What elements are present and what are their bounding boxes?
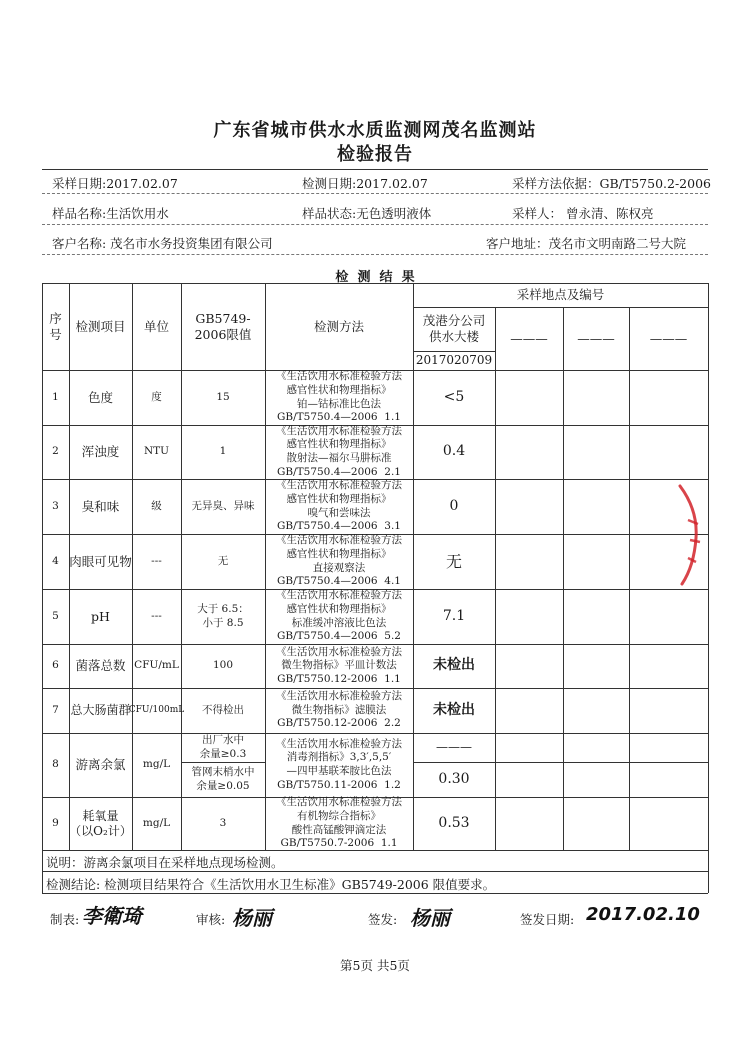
reviewed-by-signature: 杨丽 [232, 906, 272, 930]
row-item: 浑浊度 [81, 444, 120, 460]
col-limit-header: GB5749-2006限值 [194, 310, 252, 342]
row-unit: 级 [151, 499, 162, 512]
row-index: 2 [52, 445, 59, 458]
row-method: 《生活饮用水标准检验方法 感官性状和物理指标》 标准缓冲溶液比色法 GB/T5750.4—2006 5.2 [276, 589, 402, 643]
row-unit: 度 [151, 390, 162, 403]
seal-stamp-icon [676, 480, 706, 590]
row-unit: mg/L [142, 758, 171, 771]
header-rule-1 [42, 193, 708, 194]
row-result: 0.4 [442, 443, 466, 460]
row-limit: 无异臭、异味 [191, 499, 255, 512]
report-title: 检验报告 [337, 144, 413, 165]
row-index: 4 [52, 554, 59, 567]
row-limit-network: 管网末梢水中 余量≥0.05 [191, 765, 255, 792]
report-org-title: 广东省城市供水水质监测网茂名监测站 [213, 120, 537, 141]
row-item: 耗氧量 （以O₂计） [69, 808, 132, 838]
row-item: 游离余氯 [75, 757, 126, 773]
prepared-by-signature: 李衛琦 [82, 904, 142, 928]
site-empty-3: ——— [649, 330, 688, 346]
col-method-header: 检测方法 [313, 318, 364, 334]
row-result: 0 [449, 497, 459, 514]
row-result: 未检出 [433, 657, 475, 674]
row-result-factory: ——— [436, 740, 472, 754]
row-limit: 无 [217, 554, 229, 567]
row-method: 《生活饮用水标准检验方法 感官性状和物理指标》 铂—钴标准比色法 GB/T5750.4—2006 1.1 [276, 370, 402, 424]
site-empty-1: ——— [510, 330, 548, 346]
row-limit: 3 [219, 816, 227, 829]
row-index: 8 [52, 758, 59, 771]
sampler: 采样人： 曾永清、陈权亮 [512, 206, 654, 221]
header-rule-top [42, 169, 708, 170]
row-method: 《生活饮用水标准检验方法 感官性状和物理指标》 散射法—福尔马肼标准 GB/T5750.4—2006 2.1 [276, 424, 402, 478]
sample-state: 样品状态:无色透明液体 [302, 206, 432, 221]
row-result: 7.1 [442, 607, 466, 624]
row-limit: 1 [219, 445, 227, 458]
col-item-header: 检测项目 [75, 318, 126, 334]
sampling-method: 采样方法依据：GB/T5750.2-2006 [512, 176, 711, 191]
row-unit: CFU/100mL [128, 704, 185, 715]
row-result: 无 [445, 551, 462, 571]
row-item: 菌落总数 [75, 658, 126, 674]
row-limit: 不得检出 [202, 703, 244, 716]
row-item: 肉眼可见物 [69, 553, 132, 569]
row-unit: --- [151, 554, 162, 567]
row-method: 《生活饮用水标准检验方法 感官性状和物理指标》 直接观察法 GB/T5750.4—2006 4.1 [276, 534, 402, 588]
client-name: 客户名称: 茂名市水务投资集团有限公司 [52, 236, 273, 251]
row-limit: 100 [212, 659, 234, 672]
row-item: 总大肠菌群 [70, 703, 131, 717]
col-index-header: 序号 [49, 310, 62, 342]
row-unit: CFU/mL [134, 659, 179, 672]
row-limit: 15 [216, 390, 230, 403]
row-index: 1 [52, 390, 59, 403]
issue-date-label: 签发日期: [520, 912, 575, 927]
row-method: 《生活饮用水标准检验方法 消毒剂指标》3,3′,5,5′ —四甲基联苯胺比色法 GB/T5750.11-2006 1.2 [276, 737, 402, 791]
row-index: 6 [52, 659, 59, 672]
row-limit-factory: 出厂水中 余量≥0.3 [199, 733, 247, 760]
client-address: 客户地址：茂名市文明南路二号大院 [486, 236, 687, 251]
test-date: 检测日期:2017.02.07 [302, 176, 428, 191]
header-rule-3 [42, 254, 708, 255]
row-method: 《生活饮用水标准检验方法 有机物综合指标》 酸性高锰酸钾滴定法 GB/T5750.7-2006 1.1 [276, 796, 402, 850]
row-result: 0.53 [438, 814, 470, 831]
row-index: 7 [52, 703, 59, 716]
page-number: 第5页 共5页 [340, 958, 410, 973]
row-result: <5 [443, 388, 465, 405]
test-conclusion: 检测结论: 检测项目结果符合《生活饮用水卫生标准》GB5749-2006 限值要求。 [46, 877, 496, 892]
table-caption: 检 测 结 果 [335, 270, 415, 285]
row-unit: NTU [143, 445, 170, 458]
row-unit: --- [151, 609, 162, 622]
row-limit: 大于 6.5： 小于 8.5 [197, 602, 249, 629]
sample-name: 样品名称:生活饮用水 [52, 206, 169, 221]
row-unit: mg/L [142, 816, 171, 829]
row-method: 《生活饮用水标准检验方法 感官性状和物理指标》 嗅气和尝味法 GB/T5750.4—2006 3.1 [276, 479, 402, 533]
row-item: pH [91, 608, 110, 624]
approved-by-label: 签发: [368, 912, 398, 927]
site-empty-2: ——— [577, 330, 615, 346]
site-code: 2017020709 [415, 353, 493, 367]
issue-date-value: 2017.02.10 [586, 904, 700, 925]
row-index: 3 [52, 499, 59, 512]
row-method: 《生活饮用水标准检验方法 微生物指标》滤膜法 GB/T5750.12-2006 2.2 [276, 690, 402, 730]
sampling-date: 采样日期:2017.02.07 [52, 176, 178, 191]
site-name-header: 茂港分公司供水大楼 [422, 313, 486, 344]
col-unit-header: 单位 [143, 318, 169, 334]
row-result-network: 0.30 [438, 770, 470, 787]
row-method: 《生活饮用水标准检验方法 微生物指标》平皿计数法 GB/T5750.12-2006 1.1 [276, 645, 402, 685]
table-note: 说明：游离余氯项目在采样地点现场检测。 [46, 855, 284, 870]
row-index: 5 [52, 609, 59, 622]
reviewed-by-label: 审核: [196, 912, 226, 927]
approved-by-signature: 杨丽 [410, 906, 450, 930]
row-item: 色度 [87, 389, 113, 405]
row-item: 臭和味 [81, 498, 120, 514]
prepared-by-label: 制表: [50, 912, 80, 927]
row-result: 未检出 [433, 701, 475, 718]
col-site-group-header: 采样地点及编号 [516, 287, 605, 303]
row-index: 9 [52, 816, 59, 829]
header-rule-2 [42, 224, 708, 225]
